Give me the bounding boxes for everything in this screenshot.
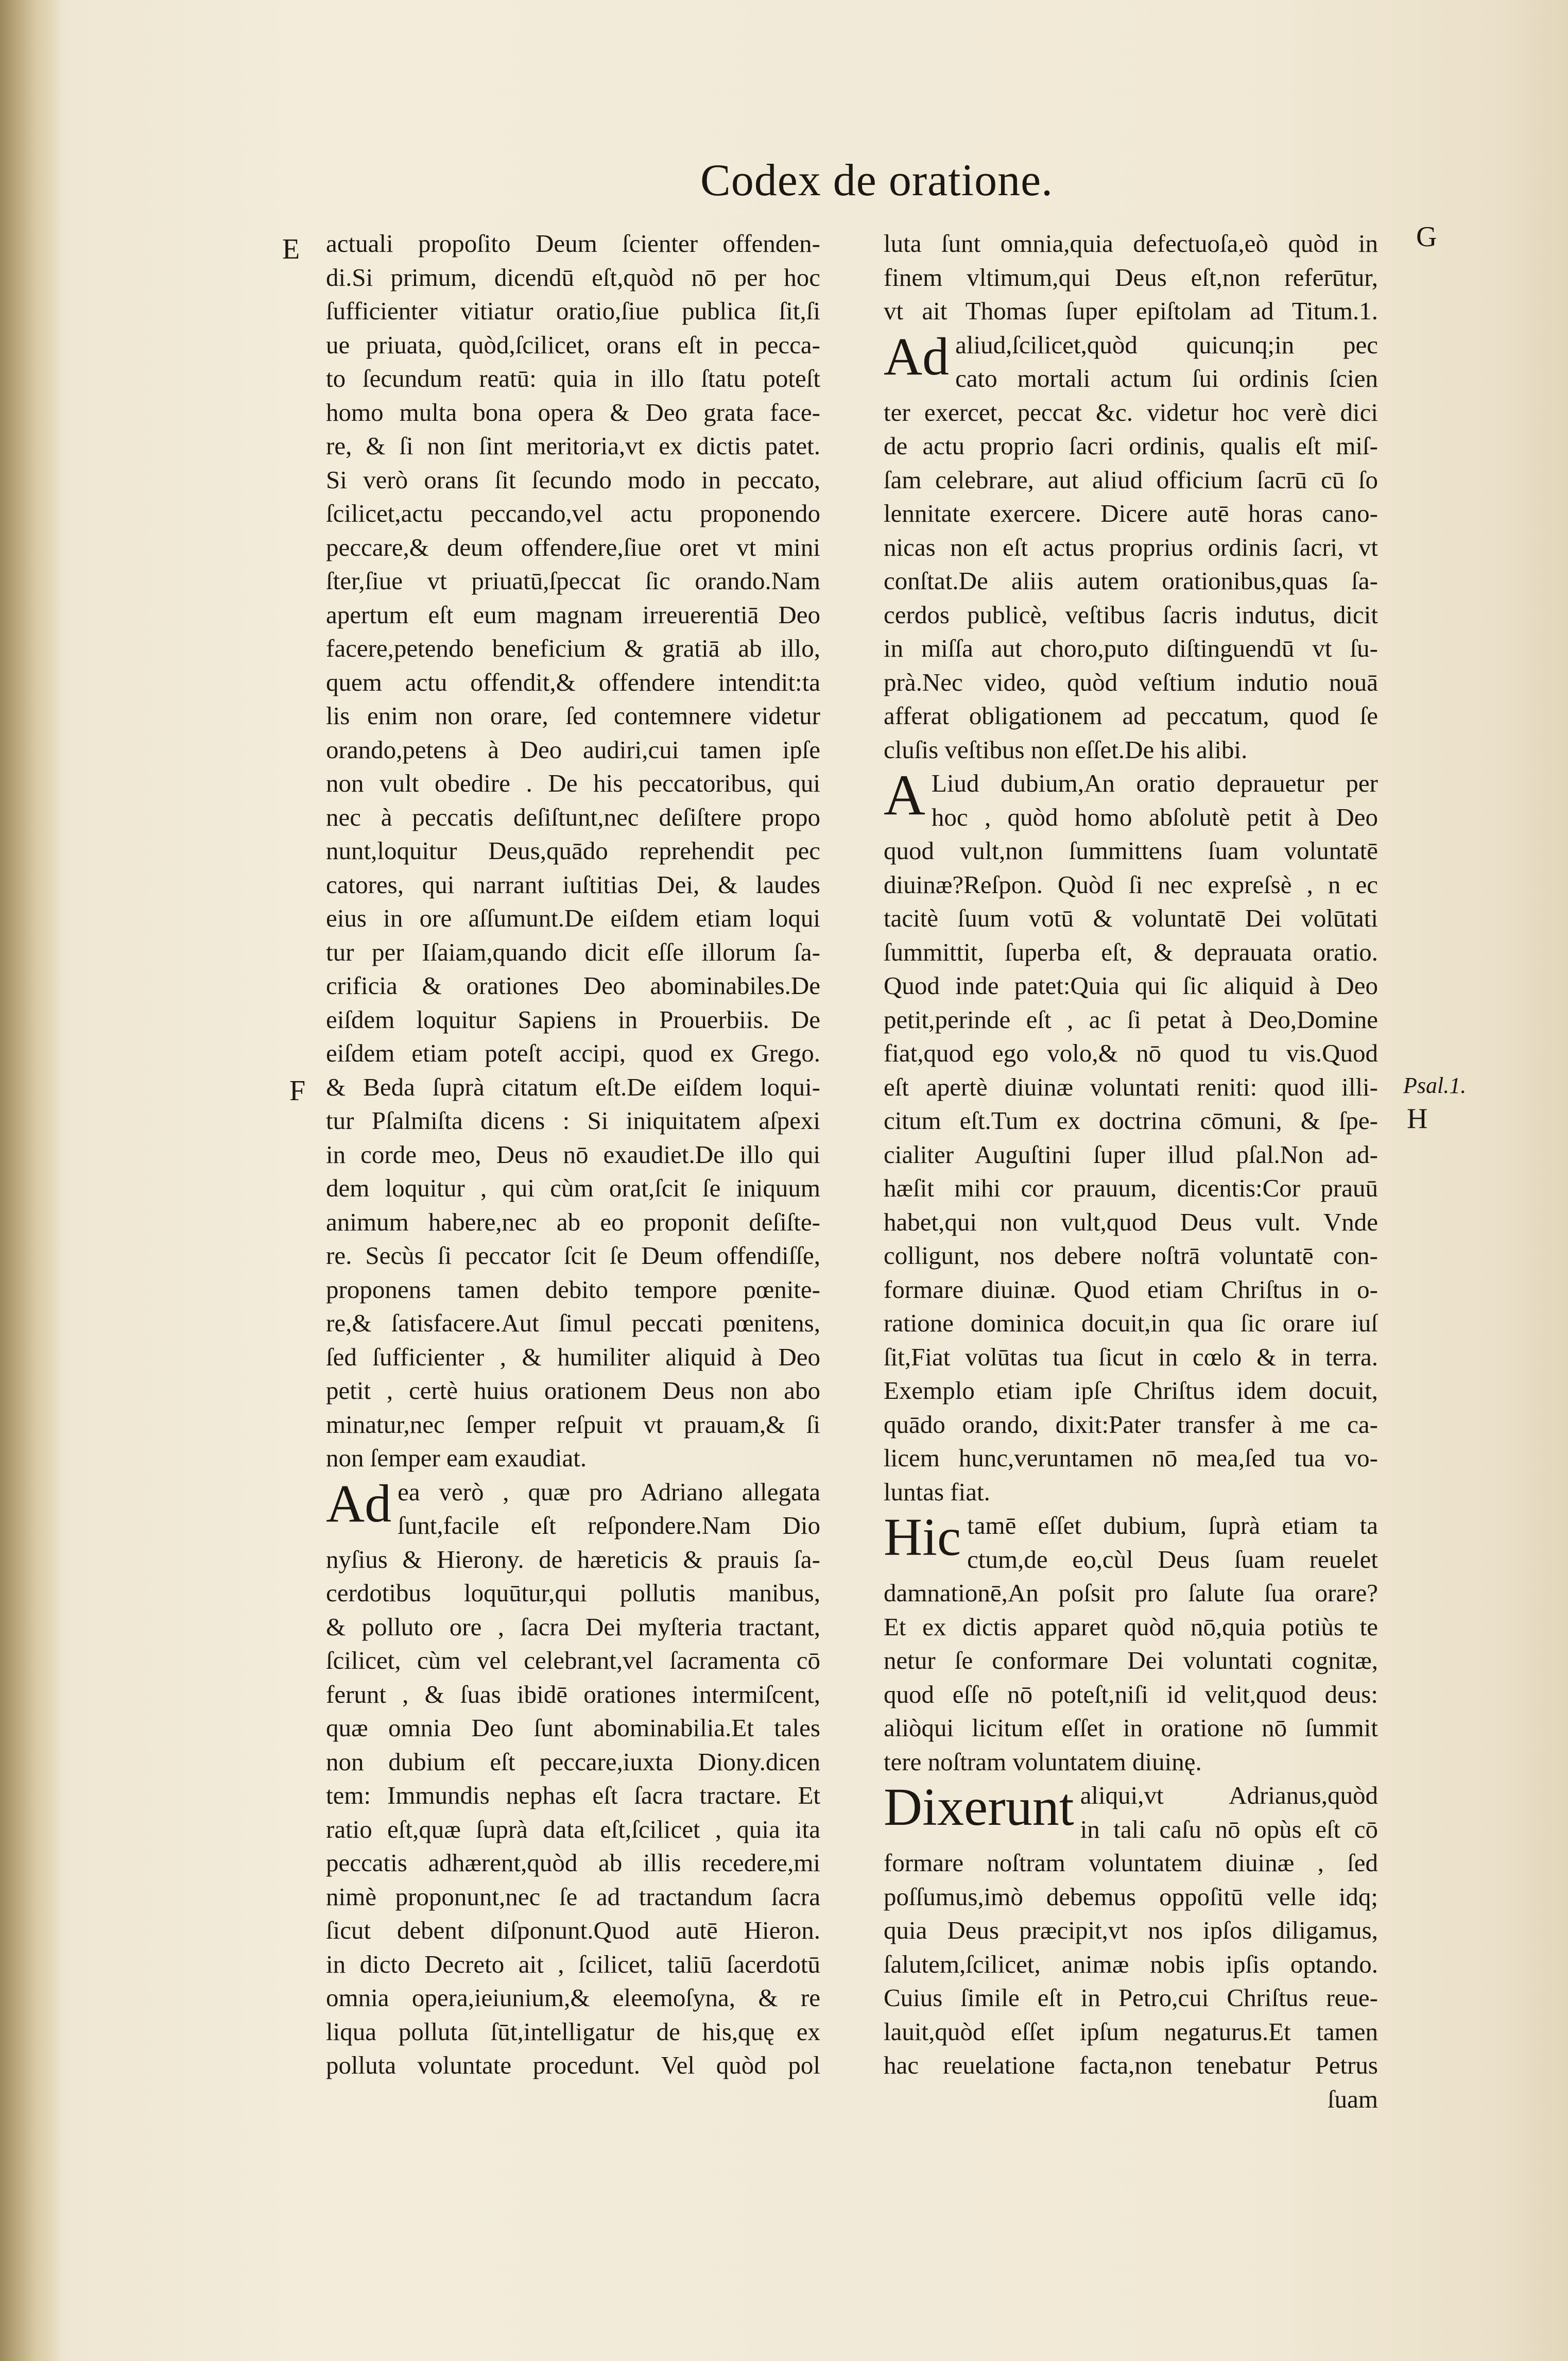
text-line: ſter,ſiue vt priuatū,ſpeccat ſic orando.Nam xyxy=(326,567,820,595)
text-line: non dubium eſt peccare,iuxta Diony.dicen xyxy=(326,1747,820,1776)
left-initial-block xyxy=(326,1475,820,1543)
text-line: afferat obligationem ad peccatum, quod ſe xyxy=(884,702,1378,730)
text-line: poſſumus,imò debemus oppoſitū velle idq; xyxy=(884,1882,1378,1911)
text-line: prà.Nec video, quòd veſtium indutio nouā xyxy=(884,668,1378,696)
margin-letter-f: F xyxy=(289,1075,306,1107)
text-line: to ſecundum reatū: quia in illo ſtatu poteſt xyxy=(326,364,820,392)
text-line: lauit,quòd eſſet ipſum negaturus.Et tamen xyxy=(884,2017,1378,2046)
page-gutter xyxy=(0,0,62,2361)
text-line: eius in ore aſſumunt.De eiſdem etiam loqui xyxy=(326,904,820,932)
text-line: ſummittit, ſuperba eſt, & deprauata oratio. xyxy=(884,937,1378,966)
margin-letter-e: E xyxy=(282,233,300,265)
text-line: non vult obedire . De his peccatoribus, qui xyxy=(326,769,820,797)
right-initial-block-2 xyxy=(884,766,1378,834)
text-line: liqua polluta ſūt,intelligatur de his,quę ex xyxy=(326,2017,820,2046)
text-line: quem actu offendit,& offendere intendit:ta xyxy=(326,668,820,696)
text-line: aliqui,vt Adrianus,quòd xyxy=(1080,1781,1378,1809)
text-line: petit , certè huius orationem Deus non abo xyxy=(326,1376,820,1405)
text-line: cerdotibus loquūtur,qui pollutis manibus, xyxy=(326,1579,820,1607)
text-line: cerdos publicè, veſtibus ſacris indutus, dicit xyxy=(884,600,1378,629)
text-line: Et ex dictis apparet quòd nō,quia potiùs te xyxy=(884,1612,1378,1641)
text-line: & polluto ore , ſacra Dei myſteria tractant, xyxy=(326,1612,820,1641)
right-column-text-1 xyxy=(884,227,1378,328)
text-line: ratio eſt,quæ ſuprà data eſt,ſcilicet , quia ita xyxy=(326,1815,820,1843)
text-line: peccatis adhærent,quòd ab illis recedere,mi xyxy=(326,1849,820,1877)
text-line: licem hunc,veruntamen nō mea,ſed tua vo- xyxy=(884,1444,1378,1472)
margin-letter-h: H xyxy=(1407,1103,1428,1135)
drop-initial-ad: Ad xyxy=(326,1475,392,1533)
text-line: in tali caſu nō opùs eſt cō xyxy=(1080,1815,1378,1843)
text-line: aliòqui licitum eſſet in oratione nō ſummit xyxy=(884,1714,1378,1742)
right-initial-block-3 xyxy=(884,1509,1378,1576)
text-line: petit,perinde eſt , ac ſi petat à Deo,Domine xyxy=(884,1005,1378,1034)
text-line: crificia & orationes Deo abominabiles.De xyxy=(326,971,820,1000)
text-line: animum habere,nec ab eo proponit deſiſte- xyxy=(326,1207,820,1236)
text-line: Si verò orans ſit ſecundo modo in peccato, xyxy=(326,465,820,494)
text-line: ſcilicet, cùm vel celebrant,vel ſacramenta cō xyxy=(326,1646,820,1674)
text-line: eiſdem loquitur Sapiens in Prouerbiis. De xyxy=(326,1005,820,1034)
drop-initial-hic: Hic xyxy=(884,1509,961,1567)
text-line: eiſdem etiam poteſt accipi, quod ex Grego. xyxy=(326,1039,820,1067)
text-line: luntas fiat. xyxy=(884,1477,990,1506)
text-line: quādo orando, dixit:Pater transfer à me ca- xyxy=(884,1410,1378,1439)
text-line: proponens tamen debito tempore pœnite- xyxy=(326,1275,820,1304)
text-line: minatur,nec ſemper reſpuit vt prauam,& ſi xyxy=(326,1410,820,1439)
text-line: hac reuelatione facta,non tenebatur Petrus xyxy=(884,2051,1378,2079)
text-line: diuinæ?Reſpon. Quòd ſi nec expreſsè , n ec xyxy=(884,870,1378,899)
text-line: Exemplo etiam ipſe Chriſtus idem docuit, xyxy=(884,1376,1378,1405)
catchword: ſuam xyxy=(1328,2084,1378,2113)
text-line: ue priuata, quòd,ſcilicet, orans eſt in pecca- xyxy=(326,330,820,359)
text-line: & Beda ſuprà citatum eſt.De eiſdem loqui- xyxy=(326,1072,820,1101)
text-line: aliud,ſcilicet,quòd quicunq;in pec xyxy=(955,330,1378,359)
text-line: nunt,loquitur Deus,quādo reprehendit pec xyxy=(326,836,820,865)
drop-initial-ad-2: Ad xyxy=(884,328,950,386)
text-line: lis enim non orare, ſed contemnere videtur xyxy=(326,702,820,730)
text-line: ea verò , quæ pro Adriano allegata xyxy=(398,1477,820,1506)
text-line: formare diuinæ. Quod etiam Chriſtus in o- xyxy=(884,1275,1378,1304)
text-line: catores, qui narrant iuſtitias Dei, & laudes xyxy=(326,870,820,899)
text-line: re,& ſatisfacere.Aut ſimul peccati pœnitens, xyxy=(326,1309,820,1337)
text-line: finem vltimum,qui Deus eſt,non referūtur, xyxy=(884,263,1378,292)
text-line: ſufficienter vitiatur oratio,ſiue publica ſit,ſi xyxy=(326,297,820,325)
text-line: tur Pſalmiſta dicens : Si iniquitatem aſpexi xyxy=(326,1106,820,1135)
text-line: re. Secùs ſi peccator ſcit ſe Deum offendiſſe, xyxy=(326,1241,820,1270)
left-column-text-2 xyxy=(326,1543,820,2082)
text-line: hæſit mihi cor prauum, dicentis:Cor prauū xyxy=(884,1174,1378,1202)
text-line: nimè proponunt,nec ſe ad tractandum ſacra xyxy=(326,1882,820,1911)
right-column-text-2 xyxy=(884,396,1378,767)
text-line: hoc , quòd homo abſolutè petit à Deo xyxy=(931,802,1378,831)
text-line: cato mortali actum ſui ordinis ſcien xyxy=(955,364,1378,392)
text-line: tem: Immundis nephas eſt ſacra tractare. Et xyxy=(326,1781,820,1809)
text-line: nec à peccatis deſiſtunt,nec deſiſtere propo xyxy=(326,802,820,831)
text-line: damnationē,An poſsit pro ſalute ſua orare? xyxy=(884,1579,1378,1607)
text-line: quod eſſe nō poteſt,niſi id velit,quod deus: xyxy=(884,1680,1378,1708)
text-line: in miſſa aut choro,puto diſtinguendū vt ſu- xyxy=(884,634,1378,662)
text-line: in dicto Decreto ait , ſcilicet, taliū ſacerdotū xyxy=(326,1949,820,1978)
drop-initial-dixerunt: Dixerunt xyxy=(884,1778,1074,1837)
text-line: ſicut debent diſponunt.Quod autē Hieron. xyxy=(326,1916,820,1944)
right-column-text-5 xyxy=(884,1846,1378,2082)
text-line: apertum eſt eum magnam irreuerentiā Deo xyxy=(326,600,820,629)
text-line: ratione dominica docuit,in qua ſic orare iuſ xyxy=(884,1309,1378,1337)
text-line: ſam celebrare, aut aliud officium ſacrū cū ſo xyxy=(884,465,1378,494)
left-column-text-1 xyxy=(326,227,820,1475)
text-line: vt ait Thomas ſuper epiſtolam ad Titum.1. xyxy=(884,297,1378,325)
text-line: dem loquitur , qui cùm orat,ſcit ſe iniquum xyxy=(326,1174,820,1202)
drop-initial-a: A xyxy=(884,766,925,827)
text-line: re, & ſi non ſint meritoria,vt ex dictis patet. xyxy=(326,432,820,460)
right-initial-block-1 xyxy=(884,328,1378,396)
text-line: ſalutem,ſcilicet, animæ nobis ipſis optando. xyxy=(884,1949,1378,1978)
text-line: ctum,de eo,cùl Deus ſuam reuelet xyxy=(967,1545,1378,1573)
text-line: cialiter Auguſtini ſuper illud pſal.Non ad- xyxy=(884,1140,1378,1169)
text-line: de actu proprio ſacri ordinis, qualis eſt miſ- xyxy=(884,432,1378,460)
right-column-text-3 xyxy=(884,834,1378,1509)
text-line: ſit,Fiat volūtas tua ſicut in cœlo & in terra. xyxy=(884,1342,1378,1371)
text-line: quod vult,non ſummittens ſuam voluntatē xyxy=(884,836,1378,865)
right-initial-block-4 xyxy=(884,1778,1378,1846)
right-initial-lines-2 xyxy=(884,766,1378,834)
running-head: Codex de oratione. xyxy=(700,156,1054,206)
text-line: eſt apertè diuinæ voluntati reniti: quod illi- xyxy=(884,1072,1378,1101)
text-line: citum eſt.Tum ex doctrina cōmuni, & ſpe- xyxy=(884,1106,1378,1135)
text-line: quæ omnia Deo ſunt abominabilia.Et tales xyxy=(326,1714,820,1742)
text-line: actuali propoſito Deum ſcienter offenden- xyxy=(326,229,820,258)
text-line: tere noſtram voluntatem diuinę. xyxy=(884,1747,1202,1776)
text-line: tamē eſſet dubium, ſuprà etiam ta xyxy=(967,1511,1378,1539)
left-initial-lines xyxy=(326,1475,820,1543)
text-line: formare noſtram voluntatem diuinæ , ſed xyxy=(884,1849,1378,1877)
text-line: non ſemper eam exaudiat. xyxy=(326,1444,587,1472)
text-line: colligunt, nos debere noſtrā voluntatē con- xyxy=(884,1241,1378,1270)
text-line: polluta voluntate procedunt. Vel quòd pol xyxy=(326,2051,820,2079)
text-line: cluſis veſtibus non eſſet.De his alibi. xyxy=(884,735,1248,764)
text-line: ſcilicet,actu peccando,vel actu proponendo xyxy=(326,499,820,527)
text-line: ſunt,facile eſt reſpondere.Nam Dio xyxy=(398,1511,820,1539)
text-line: Quod inde patet:Quia qui ſic aliquid à Deo xyxy=(884,971,1378,1000)
right-column xyxy=(884,227,1378,2116)
text-line: tur per Iſaiam,quando dicit eſſe illorum ſa- xyxy=(326,937,820,966)
text-line: in corde meo, Deus nō exaudiet.De illo qui xyxy=(326,1140,820,1169)
text-line: omnia opera,ieiunium,& eleemoſyna, & re xyxy=(326,1983,820,2012)
text-line: tacitè ſuum votū & voluntatē Dei volūtati xyxy=(884,904,1378,932)
text-line: lennitate exercere. Dicere autē horas cano- xyxy=(884,499,1378,527)
text-line: ſed ſufficienter , & humiliter aliquid à Deo xyxy=(326,1342,820,1371)
text-line: Liud dubium,An oratio deprauetur per xyxy=(931,769,1378,797)
right-column-text-4 xyxy=(884,1576,1378,1778)
text-line: conſtat.De aliis autem orationibus,quas ſa- xyxy=(884,567,1378,595)
text-line: netur ſe conformare Dei voluntati cognitæ, xyxy=(884,1646,1378,1674)
text-line: di.Si primum, dicendū eſt,quòd nō per hoc xyxy=(326,263,820,292)
text-line: orando,petens à Deo audiri,cui tamen ipſe xyxy=(326,735,820,764)
text-line: fiat,quod ego volo,& nō quod tu vis.Quod xyxy=(884,1039,1378,1067)
margin-note-psalm: Psal.1. xyxy=(1403,1073,1467,1098)
text-line: nicas non eſt actus proprius ordinis ſacri, vt xyxy=(884,533,1378,561)
margin-letter-g: G xyxy=(1416,221,1437,253)
text-line: luta ſunt omnia,quia defectuoſa,eò quòd in xyxy=(884,229,1378,258)
text-line: habet,qui non vult,quod Deus vult. Vnde xyxy=(884,1207,1378,1236)
text-line: ferunt , & ſuas ibidē orationes intermiſcent, xyxy=(326,1680,820,1708)
text-line: peccare,& deum offendere,ſiue oret vt mini xyxy=(326,533,820,561)
text-line: quia Deus præcipit,vt nos ipſos diligamus, xyxy=(884,1916,1378,1944)
text-line: ter exercet, peccat &c. videtur hoc verè dici xyxy=(884,398,1378,426)
text-line: nyſius & Hierony. de hæreticis & prauis ſa- xyxy=(326,1545,820,1573)
text-line: Cuius ſimile eſt in Petro,cui Chriſtus reue- xyxy=(884,1983,1378,2012)
text-line: homo multa bona opera & Deo grata face- xyxy=(326,398,820,426)
left-column xyxy=(326,227,820,2082)
text-line: facere,petendo beneficium & gratiā ab illo, xyxy=(326,634,820,662)
right-initial-lines-1 xyxy=(884,328,1378,396)
